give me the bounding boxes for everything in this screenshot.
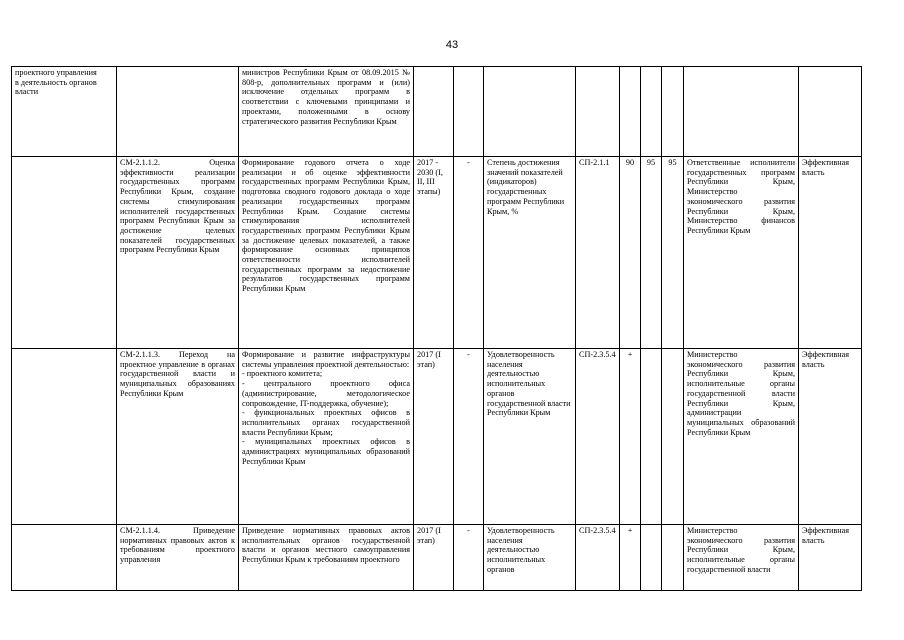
indicator-cell: Удовлетворенность населения деятельностью исполнительных органов [484,525,576,591]
period-cell: 2017 - 2030 (I, II, III этапы) [414,157,454,349]
period-cell: 2017 (I этап) [414,525,454,591]
table-row [12,157,862,349]
goal-cell [12,525,117,591]
indicator-cell [484,67,576,157]
goal-cell: проектного управления в деятельность органов власти [12,67,117,157]
dash-cell: - [454,525,484,591]
value-cell: 95 [641,157,662,349]
table-row [12,525,862,591]
executors-cell: Министерство экономического развития Республики Крым, исполнительные органы государственной власти [684,525,799,591]
content-cell: Формирование годового отчета о ходе реализации и об оценке эффективности государственных программ Республики Крым, подготовка сводного годового доклада о ходе реализации государственных программ Республики Крым. Создание системы стимулирования исполнителей государственных программ Республики Крым за достижение целевых показателей, а также формирование основных принципов ответственности исполнителей государственных программ за недостижение результатов государственных программ Республики Крым [239,157,414,349]
content-cell: Приведение нормативных правовых актов исполнительных органов государственной власти и органов местного самоуправления Республики Крым к требованиям проектного [239,525,414,591]
value-cell [641,67,662,157]
value-cell [641,349,662,525]
block-cell [799,67,862,157]
block-cell: Эффективная власть [799,349,862,525]
value-cell: 90 [620,157,641,349]
value-cell: + [620,525,641,591]
code-cell: СП-2.3.5.4 [576,349,620,525]
measure-cell: СМ-2.1.1.2. Оценка эффективности реализации государственных программ Республики Крым, создание системы стимулирования исполнителей государственных программ Республики Крым за достижение целевых показателей государственных программ Республики Крым [117,157,239,349]
content-cell: министров Республики Крым от 08.09.2015 № 808-р, дополнительных программ и (или) исключение отдельных программ в соответствии с ключевыми принципами и проектами, положенными в основу стратегического развития Республики Крым [239,67,414,157]
code-cell [576,67,620,157]
measure-cell: СМ-2.1.1.4. Приведение нормативных правовых актов к требованиям проектного управления [117,525,239,591]
block-cell: Эффективная власть [799,525,862,591]
value-cell [662,525,684,591]
code-cell: СП-2.1.1 [576,157,620,349]
value-cell: + [620,349,641,525]
value-cell [620,67,641,157]
value-cell [641,525,662,591]
period-cell: 2017 (I этап) [414,349,454,525]
table-row [12,349,862,525]
value-cell: 95 [662,157,684,349]
executors-cell [684,67,799,157]
value-cell [662,349,684,525]
executors-cell: Министерство экономического развития Республики Крым, исполнительные органы государственной власти Республики Крым, администрации муниципальных образований Республики Крым [684,349,799,525]
content-cell: Формирование и развитие инфраструктуры системы управления проектной деятельностью: - проектного комитета; - центрального проектного офиса (администрирование, методологическое сопровождение, IT-поддержка, обучение); - функциональных проектных офисов в исполнительных органах государственной власти Республики Крым; - муниципальных проектных офисов в администрациях муниципальных образований Республики Крым [239,349,414,525]
code-cell: СП-2.3.5.4 [576,525,620,591]
table-row [12,67,862,157]
measures-table [11,66,862,591]
goal-cell [12,349,117,525]
dash-cell: - [454,157,484,349]
measure-cell: СМ-2.1.1.3. Переход на проектное управление в органах государственной власти и муниципальных образованиях Республики Крым [117,349,239,525]
dash-cell: - [454,349,484,525]
executors-cell: Ответственные исполнители государственных программ Республики Крым, Министерство экономического развития Республики Крым, Министерство финансов Республики Крым [684,157,799,349]
goal-cell [12,157,117,349]
block-cell: Эффективная власть [799,157,862,349]
indicator-cell: Удовлетворенность населения деятельностью исполнительных органов государственной власти Республики Крым [484,349,576,525]
value-cell [662,67,684,157]
page-number: 43 [445,39,459,51]
measure-cell [117,67,239,157]
period-cell [414,67,454,157]
dash-cell [454,67,484,157]
indicator-cell: Степень достижения значений показателей (индикаторов) государственных программ Республики Крым, % [484,157,576,349]
